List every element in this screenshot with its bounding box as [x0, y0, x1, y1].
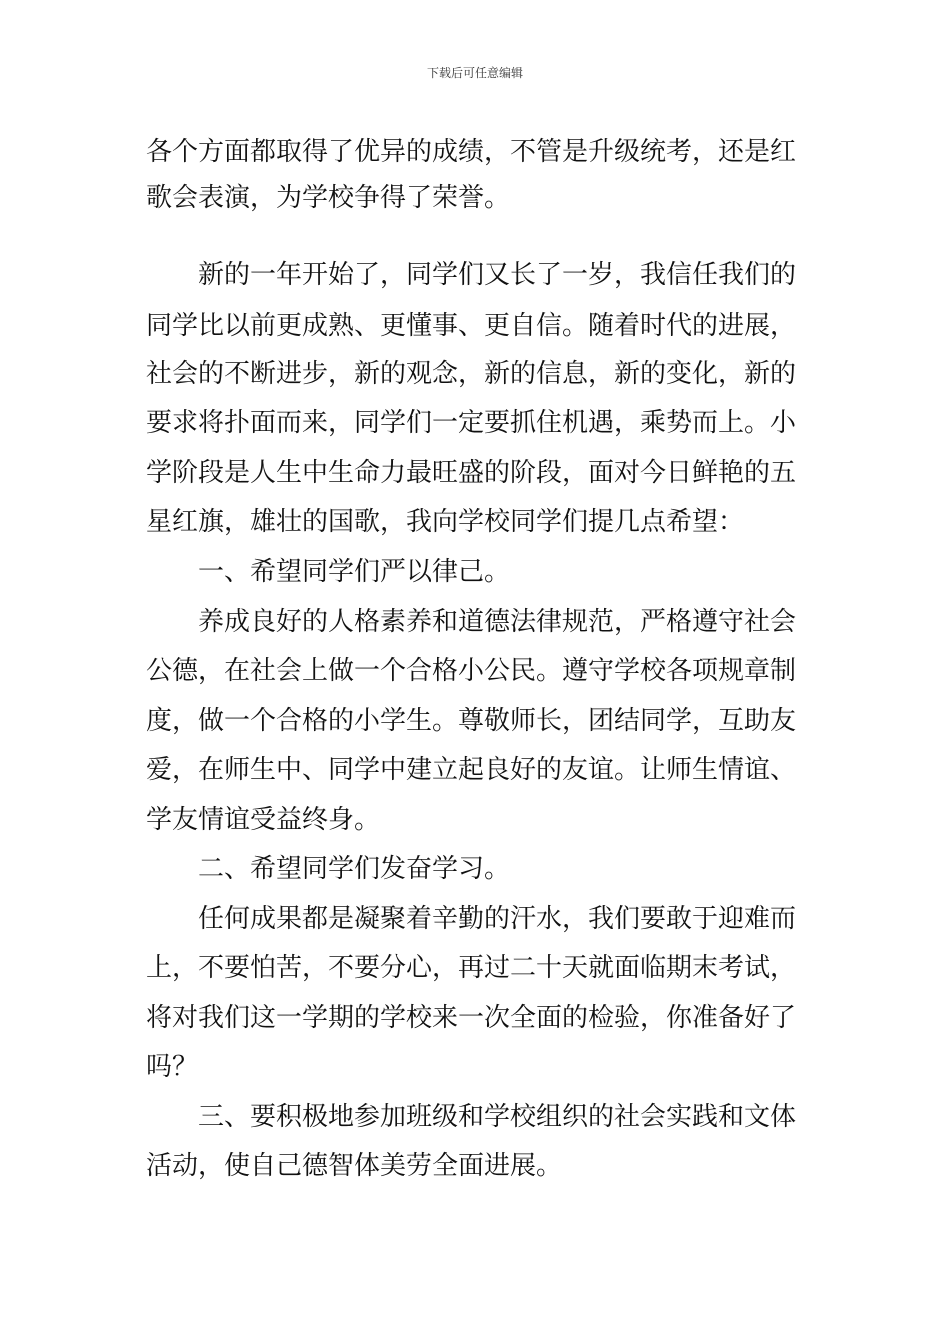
text-line: 同学比以前更成熟、更懂事、更自信。随着时代的进展， [146, 311, 797, 341]
section-heading: 三、要积极地参加班级和学校组织的社会实践和文体 [198, 1102, 797, 1132]
text-line: 度，做一个合格的小学生。尊敬师长，团结同学，互助友 [146, 706, 797, 736]
text-line: 爱，在师生中、同学中建立起良好的友谊。让师生情谊、 [146, 755, 797, 785]
text-line: 歌会表演，为学校争得了荣誉。 [146, 183, 511, 213]
text-line: 上，不要怕苦，不要分心，再过二十天就面临期末考试， [146, 953, 797, 983]
text-line: 要求将扑面而来，同学们一定要抓住机遇，乘势而上。小 [146, 408, 797, 438]
text-line: 学友情谊受益终身。 [146, 805, 381, 835]
section-heading: 二、希望同学们发奋学习。 [198, 854, 511, 884]
text-line: 将对我们这一学期的学校来一次全面的检验，你准备好了 [146, 1003, 797, 1033]
text-line: 各个方面都取得了优异的成绩，不管是升级统考，还是红 [146, 137, 797, 167]
text-line: 公德，在社会上做一个合格小公民。遵守学校各项规章制 [146, 656, 797, 686]
text-line: 吗？ [146, 1052, 199, 1082]
text-line: 社会的不断进步，新的观念，新的信息，新的变化，新的 [146, 359, 797, 389]
text-line: 任何成果都是凝聚着辛勤的汗水，我们要敢于迎难而 [198, 904, 797, 934]
page-header: 下载后可任意编辑 [426, 66, 523, 80]
text-line: 学阶段是人生中生命力最旺盛的阶段，面对今日鲜艳的五 [146, 458, 797, 488]
text-line: 新的一年开始了，同学们又长了一岁，我信任我们的 [198, 260, 797, 290]
text-line: 星红旗，雄壮的国歌，我向学校同学们提几点希望： [146, 507, 745, 537]
text-line: 活动，使自己德智体美劳全面进展。 [146, 1151, 563, 1181]
text-line: 养成良好的人格素养和道德法律规范，严格遵守社会 [198, 607, 797, 637]
section-heading: 一、希望同学们严以律己。 [198, 557, 511, 587]
